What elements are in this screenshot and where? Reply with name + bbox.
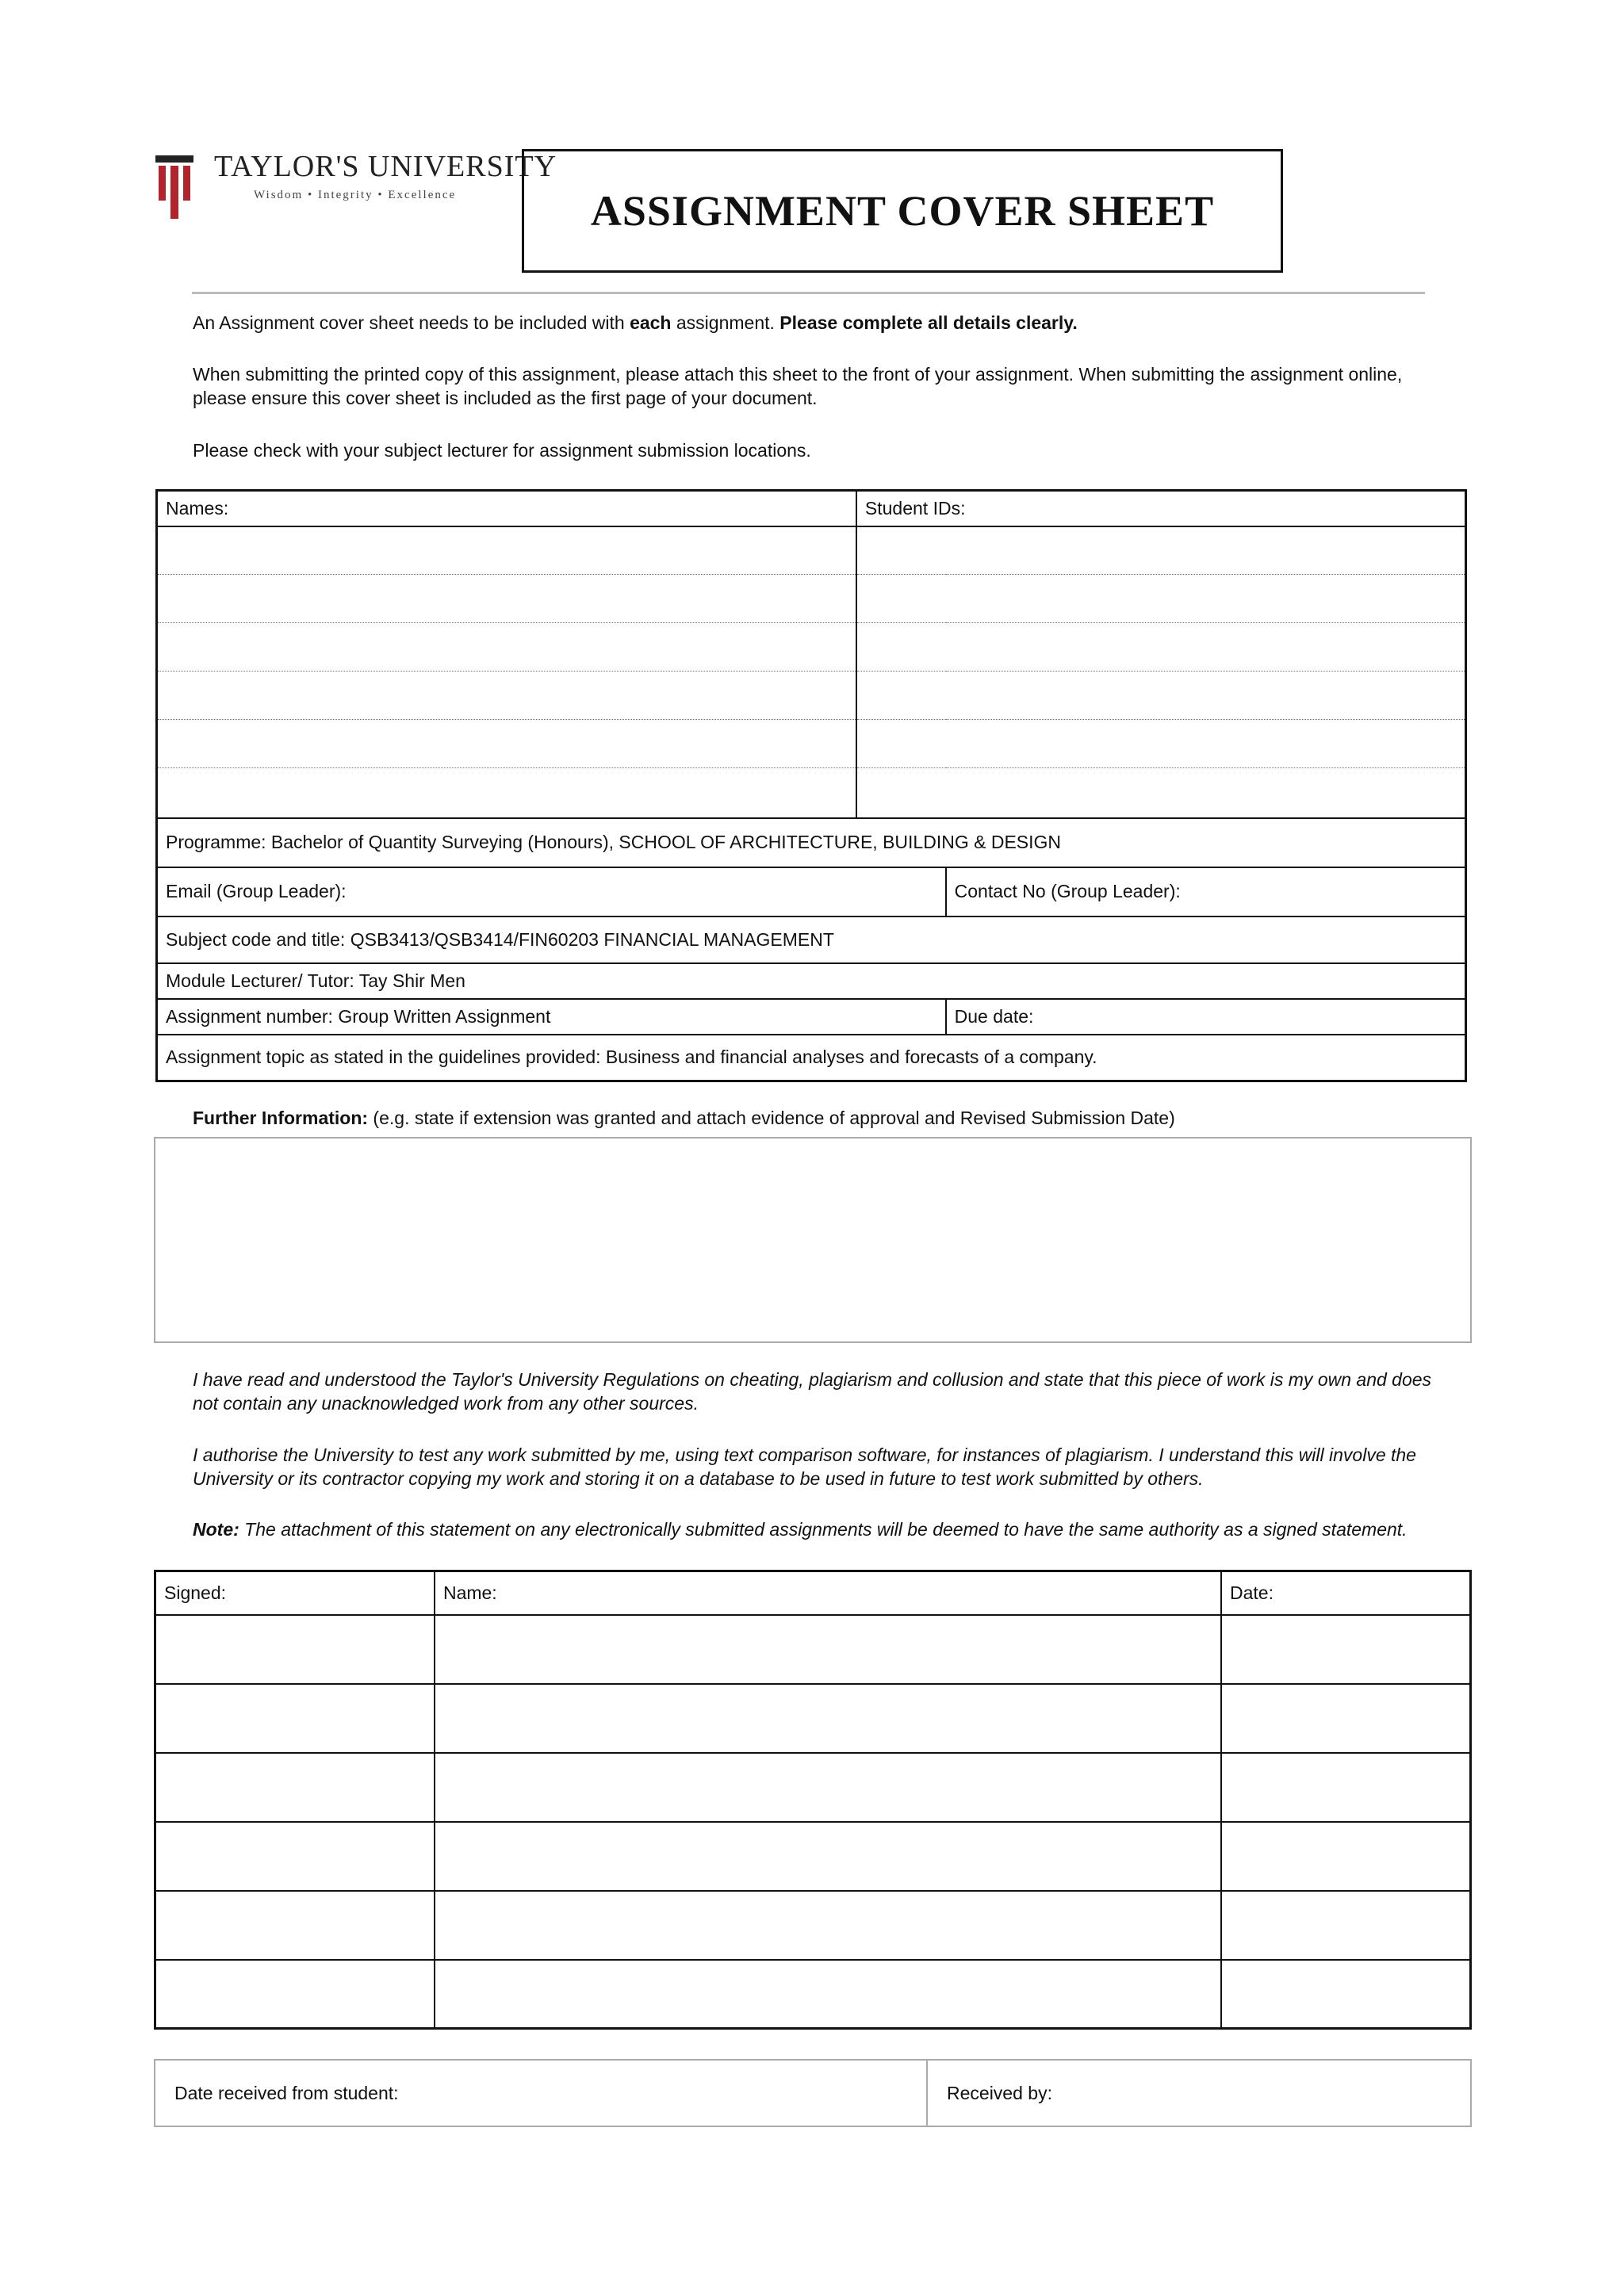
signer-name-field[interactable] <box>435 1753 1221 1822</box>
declaration-paragraph-2: I authorise the University to test any work submitted by me, using text comparison software, for instances of plagiarism. I understand this will involve the University or its contractor copying my work and storing it on a database to be used in future to test work submitted by others. <box>193 1445 1416 1489</box>
date-header: Date: <box>1221 1571 1471 1615</box>
further-info-box[interactable] <box>154 1137 1472 1343</box>
signer-name-field[interactable] <box>435 1822 1221 1891</box>
further-info-label <box>193 1108 1175 1129</box>
name-field[interactable] <box>157 672 856 720</box>
programme-row: Programme: Bachelor of Quantity Surveying (Honours), SCHOOL OF ARCHITECTURE, BUILDING & DESIGN <box>157 818 1466 867</box>
assignment-topic-row: Assignment topic as stated in the guidelines provided: Business and financial analyses and forecasts of a company. <box>157 1035 1466 1081</box>
university-logo-icon <box>155 155 193 219</box>
student-id-field[interactable] <box>856 672 1466 720</box>
assignment-number-row: Assignment number: Group Written Assignment <box>157 999 946 1035</box>
signature-date-field[interactable] <box>1221 1822 1471 1891</box>
signature-field[interactable] <box>155 1891 435 1960</box>
page-title: ASSIGNMENT COVER SHEET <box>590 187 1215 235</box>
declaration-note <box>193 1517 1438 1541</box>
student-id-field[interactable] <box>856 575 1466 623</box>
student-id-field[interactable] <box>856 720 1466 768</box>
email-field[interactable]: Email (Group Leader): <box>157 867 946 916</box>
intro-line-1 <box>193 311 1438 335</box>
university-tagline: Wisdom • Integrity • Excellence <box>254 189 457 201</box>
subject-row: Subject code and title: QSB3413/QSB3414/FIN60203 FINANCIAL MANAGEMENT <box>157 916 1466 963</box>
received-by-field[interactable]: Received by: <box>947 2082 1052 2103</box>
signature-field[interactable] <box>155 1960 435 2029</box>
date-received-field[interactable]: Date received from student: <box>155 2061 928 2126</box>
header-divider <box>192 292 1425 294</box>
signer-name-field[interactable] <box>435 1891 1221 1960</box>
declaration-paragraph-1: I have read and understood the Taylor's University Regulations on cheating, plagiarism and collusion and state that this piece of work is my own and does not contain any unacknowledged work from any other sources. <box>193 1369 1432 1414</box>
student-id-field[interactable] <box>856 623 1466 672</box>
signature-field[interactable] <box>155 1684 435 1753</box>
intro-text: assignment. <box>671 312 780 333</box>
name-field[interactable] <box>157 768 856 818</box>
intro-text: An Assignment cover sheet needs to be included with <box>193 312 630 333</box>
office-use-box <box>154 2059 1472 2127</box>
signer-name-field[interactable] <box>435 1960 1221 2029</box>
signature-date-field[interactable] <box>1221 1753 1471 1822</box>
name-field[interactable] <box>157 526 856 575</box>
signature-table <box>154 1570 1472 2030</box>
note-label: Note: <box>193 1519 239 1540</box>
intro-emphasis: each <box>630 312 672 333</box>
lecturer-row: Module Lecturer/ Tutor: Tay Shir Men <box>157 963 1466 999</box>
signature-date-field[interactable] <box>1221 1684 1471 1753</box>
signature-date-field[interactable] <box>1221 1960 1471 2029</box>
further-info-title: Further Information: <box>193 1108 369 1128</box>
name-field[interactable] <box>157 575 856 623</box>
university-name: TAYLOR'S UNIVERSITY <box>214 150 557 183</box>
student-ids-header: Student IDs: <box>856 491 1466 526</box>
note-text: The attachment of this statement on any electronically submitted assignments will be deemed to have the same authority as a signed statement. <box>239 1519 1408 1540</box>
intro-line-3: Please check with your subject lecturer for assignment submission locations. <box>193 440 811 461</box>
title-box <box>522 149 1283 273</box>
signature-date-field[interactable] <box>1221 1891 1471 1960</box>
signature-field[interactable] <box>155 1822 435 1891</box>
due-date-field[interactable]: Due date: <box>946 999 1466 1035</box>
signer-name-field[interactable] <box>435 1615 1221 1684</box>
signature-field[interactable] <box>155 1615 435 1684</box>
student-details-table <box>155 489 1467 1082</box>
intro-instruction: Please complete all details clearly. <box>779 312 1078 333</box>
intro-line-2: When submitting the printed copy of this assignment, please attach this sheet to the front of your assignment. When submitting the assignment online, please ensure this cover sheet is included as the first page of your document. <box>193 364 1403 408</box>
name-field[interactable] <box>157 720 856 768</box>
signature-date-field[interactable] <box>1221 1615 1471 1684</box>
student-id-field[interactable] <box>856 768 1466 818</box>
further-info-hint: (e.g. state if extension was granted and attach evidence of approval and Revised Submission Date) <box>368 1108 1175 1128</box>
student-id-field[interactable] <box>856 526 1466 575</box>
name-field[interactable] <box>157 623 856 672</box>
signed-header: Signed: <box>155 1571 435 1615</box>
contact-field[interactable]: Contact No (Group Leader): <box>946 867 1466 916</box>
name-header: Name: <box>435 1571 1221 1615</box>
signer-name-field[interactable] <box>435 1684 1221 1753</box>
signature-field[interactable] <box>155 1753 435 1822</box>
names-header: Names: <box>157 491 856 526</box>
